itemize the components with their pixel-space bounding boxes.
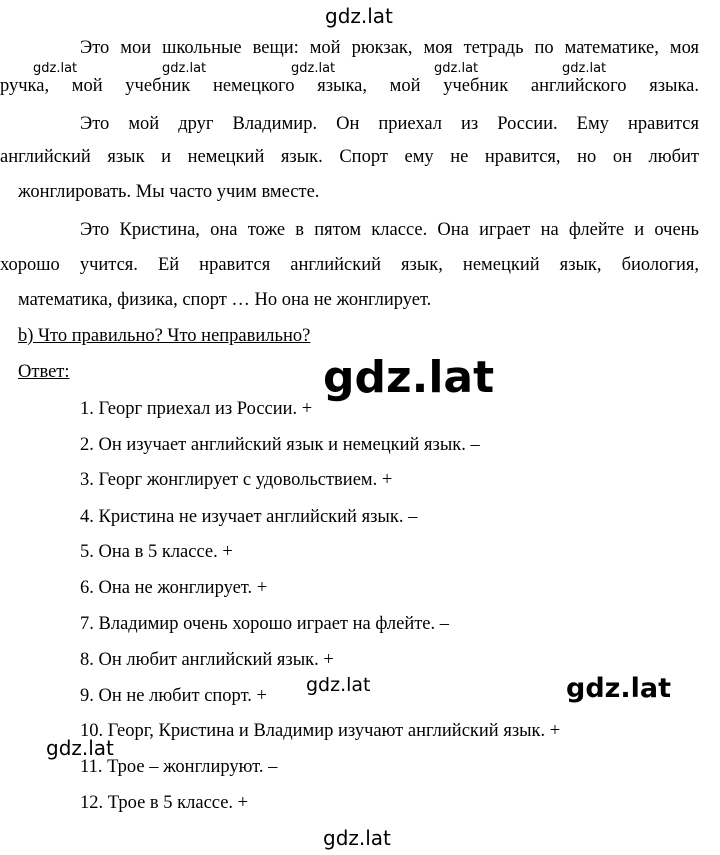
answer-item-9: 9. Он не любит спорт. + [80, 686, 267, 706]
paragraph-2-line-2: английский язык и немецкий язык. Спорт ему не нравится, но он любит [0, 147, 699, 167]
watermark-small-4: gdz.lat [434, 61, 479, 76]
paragraph-1-line-1: Это мои школьные вещи: мой рюкзак, моя тетрадь по математике, моя [80, 38, 699, 58]
watermark-mid: gdz.lat [306, 674, 371, 696]
answer-item-4: 4. Кристина не изучает английский язык. – [80, 507, 418, 527]
task-b-heading: b) Что правильно? Что неправильно? [18, 326, 311, 346]
watermark-top: gdz.lat [325, 4, 393, 28]
answer-item-1: 1. Георг приехал из России. + [80, 399, 313, 419]
answer-item-3: 3. Георг жонглирует с удовольствием. + [80, 470, 393, 490]
answer-item-11: 11. Трое – жонглируют. – [80, 757, 278, 777]
watermark-bottom: gdz.lat [323, 826, 391, 850]
answer-item-8: 8. Он любит английский язык. + [80, 650, 334, 670]
paragraph-2-line-3: жонглировать. Мы часто учим вместе. [18, 182, 320, 202]
watermark-small-5: gdz.lat [562, 61, 607, 76]
watermark-small-1: gdz.lat [33, 61, 78, 76]
answer-item-2: 2. Он изучает английский язык и немецкий язык. – [80, 435, 480, 455]
answer-item-7: 7. Владимир очень хорошо играет на флейте. – [80, 614, 450, 634]
answer-item-6: 6. Она не жонглирует. + [80, 578, 268, 598]
answer-item-12: 12. Трое в 5 классе. + [80, 793, 249, 813]
watermark-right: gdz.lat [566, 673, 672, 704]
watermark-small-3: gdz.lat [291, 61, 336, 76]
paragraph-3-line-1: Это Кристина, она тоже в пятом классе. Она играет на флейте и очень [80, 220, 699, 240]
paragraph-2-line-1: Это мой друг Владимир. Он приехал из России. Ему нравится [80, 114, 699, 134]
answer-item-10: 10. Георг, Кристина и Владимир изучают английский язык. + [80, 721, 561, 741]
paragraph-1-line-2: ручка, мой учебник немецкого языка, мой учебник английского языка. [0, 76, 699, 96]
watermark-small-2: gdz.lat [162, 61, 207, 76]
answer-label: Ответ: [18, 362, 70, 382]
watermark-large: gdz.lat [323, 352, 495, 403]
watermark-left: gdz.lat [46, 736, 114, 760]
answer-item-5: 5. Она в 5 классе. + [80, 542, 233, 562]
paragraph-3-line-3: математика, физика, спорт … Но она не жонглирует. [18, 290, 432, 310]
paragraph-3-line-2: хорошо учится. Ей нравится английский язык, немецкий язык, биология, [0, 255, 699, 275]
